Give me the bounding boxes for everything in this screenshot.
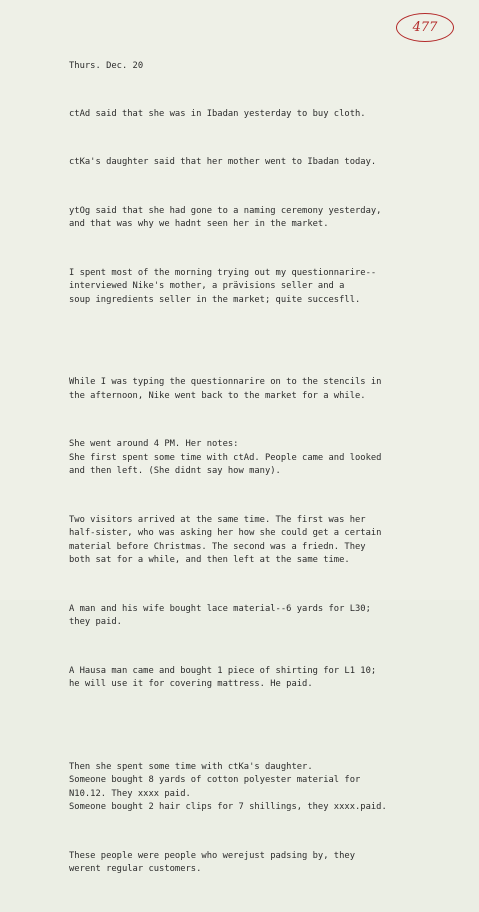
paragraph: ctKa's daughter said that her mother went to Ibadan today.	[69, 157, 377, 167]
paragraph: A Hausa man came and bought 1 piece of shirting for L1 10; he will use it for covering mattress. He paid.	[69, 665, 377, 689]
document-body	[69, 33, 439, 912]
paragraph: She went around 4 PM. Her notes: She first spent some time with ctAd. People came and looked and then left. (She didnt say how many).	[69, 439, 382, 476]
paragraph: Two visitors arrived at the same time. The first was her half-sister, who was asking her how she could get a certain material before Christmas. The second was a friedn. They both sat for a while, and then left at the same time.	[69, 514, 382, 565]
paragraph: I spent most of the morning trying out my questionnarire-- interviewed Nike's mother, a prävisions seller and a soup ingredients seller in the market; quite succesfll.	[69, 267, 377, 305]
paragraph: Then she spent some time with ctKa's daughter. Someone bought 8 yards of cotton polyester material for N10.12. They xxxx paid. Someone bought 2 hair clips for 7 shillings, they xxxx.paid.	[69, 761, 387, 812]
paragraph: ytOg said that she had gone to a naming ceremony yesterday, and that was why we hadnt seen her in the market.	[69, 205, 382, 229]
paragraph: ctAd said that she was in Ibadan yesterday to buy cloth.	[69, 108, 366, 119]
entry-date: Thurs. Dec. 20	[69, 61, 144, 71]
paragraph: A man and his wife bought lace material--6 yards for L30; they paid.	[69, 603, 371, 627]
paragraph: While I was typing the questionnarire on to the stencils in the afternoon, Nike went back to the market for a while.	[69, 377, 382, 401]
page-number-annotation: 477	[396, 13, 454, 42]
paragraph: These people were people who werejust padsing by, they werent regular customers.	[69, 850, 355, 874]
